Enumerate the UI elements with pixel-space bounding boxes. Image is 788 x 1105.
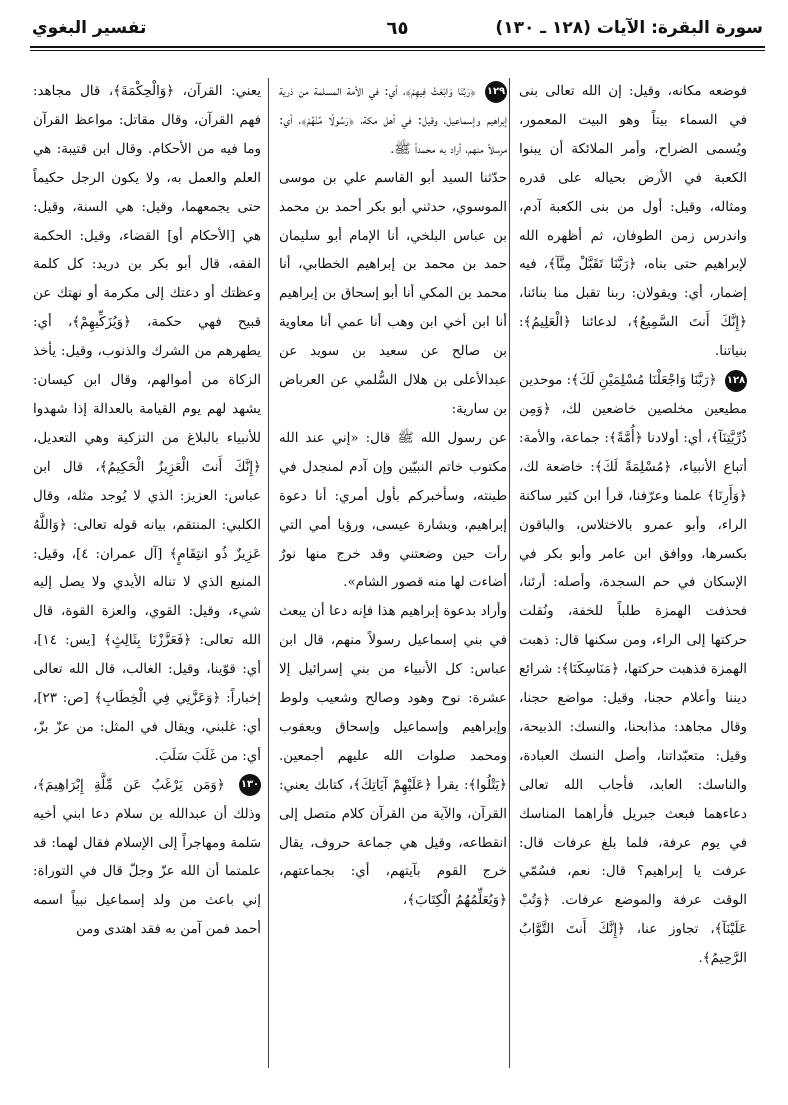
paragraph bbox=[279, 78, 507, 165]
header-rule-thick bbox=[30, 46, 765, 48]
paragraph bbox=[33, 78, 261, 772]
paragraph-text: ﴿رَبَّنَا وَابْعَثْ فِيهِمْ﴾، أي: في الأمة المسلمة من ذرية إبراهيم وإسماعيل، وقيل: في أهل مكة، ﴿رَسُولًا مِّنْهُمْ﴾، أي: مرسلاً منهم، أراد به محمداً ﷺ. bbox=[279, 84, 507, 157]
paragraph-text: وأراد بدعوة إبراهيم هذا فإنه دعا أن يبعث في بني إسماعيل رسولاً منهم، قال ابن عباس: كل الأنبياء من بني إسرائيل إلا عشرة: نوح وهود وصالح وشعيب ولوط وإبراهيم وإسماعيل وإسحاق ويعقوب ومحمد صلوات الله عليهم أجمعين. ﴿يَتْلُوا﴾: يقرأ ﴿عَلَيْهِمْ آيَاتِكَ﴾، كتابك يعني: القرآن، والآية من القرآن كلام متصل إلى انقطاعه، وقيل هي جماعة حروف، يقال خرج القوم بآيتهم، أي: بجماعتهم، ﴿وَيُعَلِّمُهُمُ الْكِتَابَ﴾، bbox=[279, 604, 507, 909]
verse-number-badge: ١٢٩ bbox=[485, 81, 507, 103]
paragraph bbox=[279, 165, 507, 425]
verse-number-badge: ١٢٨ bbox=[725, 370, 747, 392]
text-column-middle bbox=[279, 78, 507, 1078]
paragraph-text: عن رسول الله ﷺ قال: «إني عند الله مكتوب خاتم النبيّين وإن آدم لمنجدل في طينته، وسأخبركم بأول أمري: أنا دعوة إبراهيم، وبشارة عيسى، ورؤيا أمي التي رأت حين وضعتني وقد خرج منها نورٌ أضاءت لها منه قصور الشام». bbox=[279, 430, 507, 591]
page-header bbox=[30, 14, 765, 48]
paragraph bbox=[33, 772, 261, 945]
text-column-right bbox=[519, 78, 747, 1078]
paragraph bbox=[519, 367, 747, 974]
paragraph-text: ﴿رَبَّنَا وَاجْعَلْنَا مُسْلِمَيْنِ لَكَ﴾: موحدين مطيعين مخلصين خاضعين لك، ﴿وَمِن ذُرِّيَّتِنَآ﴾، أي: أولادنا ﴿أُمَّةً﴾: جماعة، والأمة: أتباع الأنبياء، ﴿مُسْلِمَةً لَكَ﴾: خاضعة لك، ﴿وَأَرِنَا﴾ علمنا وعرّفنا، قرأ ابن كثير ساكنة الراء، وأبو عمرو بالاختلاس، والباقون بكسرها، ووافق ابن عامر وأبو بكر في الإسكان في حم السجدة، وأصله: أرئنا، فحذفت الهمزة طلباً للخفة، ونُقلت حركتها إلى الراء، ومن سكنها قال: ذهبت الهمزة فذهبت حركتها، ﴿مَنَاسِكَنَا﴾: شرائع ديننا وأعلام حجنا، وقيل: مواضع حجنا، وقال مجاهد: مذابحنا، والنسك: الذبيحة، وقيل: متعبّداتنا، وأصل النسك العبادة، والناسك: العابد، فأجاب الله تعالى دعاءهما فبعث جبريل فأراهما المناسك في يوم عرفة، فلما بلغ عرفات قال: عرفت يا إبراهيم؟ قال: نعم، فسُمّي الوقت عرفة والموضع عرفات. ﴿وَتُبْ عَلَيْنَآ﴾، تجاوز عنا، ﴿إِنَّكَ أَنتَ التَّوَّابُ الرَّحِيمُ﴾. bbox=[519, 373, 747, 967]
paragraph bbox=[279, 598, 507, 916]
header-rule-thin bbox=[30, 50, 765, 51]
verse-number-badge: ١٣٠ bbox=[239, 774, 261, 796]
paragraph-text: يعني: القرآن، ﴿وَالْحِكْمَةَ﴾، قال مجاهد: فهم القرآن، وقال مقاتل: مواعظ القرآن وما فيه من الأحكام. وقال ابن قتيبة: هي العلم والعمل به، ولا يكون الرجل حكيماً حتى يجمعهما، وقيل: هي السنة، وقيل: هي [الأحكام أو] القضاء، وقيل: الحكمة الفقه، قال أبو بكر بن دريد: كل كلمة وعظتك أو دعتك إلى مكرمة أو نهتك عن قبيح فهي حكمة، ﴿وَيُزَكِّيهِمْ﴾، أي: يطهرهم من الشرك والذنوب، وقيل: يأخذ الزكاة من أموالهم، وقال ابن كيسان: يشهد لهم يوم القيامة بالعدالة إذا شهدوا للأنبياء بالبلاغ من التزكية وهي التعديل، ﴿إِنَّكَ أَنتَ الْعَزِيزُ الْحَكِيمُ﴾، قال ابن عباس: العزيز: الذي لا يُوجد مثله، وقال الكلبي: المنتقم، بيانه قوله تعالى: ﴿وَاللَّهُ عَزِيزٌ ذُو انتِقَامٍ﴾ [آل عمران: ٤]، وقيل: المنيع الذي لا تناله الأيدي ولا يصل إليه شيء، وقيل: القوي، والعزة القوة، قال الله تعالى: ﴿فَعَزَّزْنَا بِثَالِثٍ﴾ [يس: ١٤]، أي: قوّينا، وقيل: الغالب، قال الله تعالى إخباراً: ﴿وَعَزَّنِي فِي الْخِطَابِ﴾ [ص: ٢٣]، أي: غلبني، ويقال في المثل: من عزّ بزّ، أي: من غَلَبَ سَلَبَ. bbox=[33, 84, 261, 764]
page-number: ٦٥ bbox=[386, 18, 409, 39]
paragraph-text: فوضعه مكانه، وقيل: إن الله تعالى بنى في السماء بيتاً وهو البيت المعمور، ويُسمى الضراح، وأمر الملائكة أن يبنوا الكعبة في الأرض بحياله على قدره ومثاله، وقيل: أول من بنى الكعبة آدم، واندرس زمن الطوفان، ثم أظهره الله لإبراهيم حتى بناه، ﴿رَبَّنَا تَقَبَّلْ مِنَّآ﴾، فيه إضمار، أي: ويقولان: ربنا تقبل منا بنائنا، ﴿إِنَّكَ أَنتَ السَّمِيعُ﴾، لدعائنا ﴿الْعَلِيمُ﴾: بنياتنا. bbox=[519, 84, 747, 360]
column-divider bbox=[509, 78, 510, 1068]
column-divider bbox=[268, 78, 269, 1068]
header-book-title: تفسير البغوي bbox=[32, 18, 147, 38]
text-column-left bbox=[33, 78, 261, 1078]
paragraph bbox=[279, 425, 507, 598]
paragraph-text: ﴿وَمَن يَرْغَبُ عَن مِّلَّةِ إِبْرَاهِيمَ﴾، وذلك أن عبدالله بن سلام دعا ابني أخيه سَلمة ومهاجراً إلى الإسلام فقال لهما: قد علمتما أن الله عزّ وجلّ قال في التوراة: إني باعث من ولد إسماعيل نبياً اسمه أحمد فمن آمن به فقد اهتدى ومن bbox=[33, 777, 261, 938]
paragraph bbox=[519, 78, 747, 367]
paragraph-text: حدّثنا السيد أبو القاسم علي بن موسى الموسوي، حدثني أبو بكر أحمد بن محمد بن عباس البلخي، أنا الإمام أبو سليمان حمد بن محمد بن إبراهيم الخطابي، أنا محمد بن المكي أنا أبو إسحاق بن إبراهيم أنا ابن أخي ابن وهب أنا عمي أنا معاوية بن صالح عن سعيد بن سويد عن عبدالأعلى بن هلال السُّلمي عن العرباض بن سارية: bbox=[279, 170, 507, 417]
header-surah-ayat: سورة البقرة: الآيات (١٢٨ ـ ١٣٠) bbox=[495, 18, 763, 38]
